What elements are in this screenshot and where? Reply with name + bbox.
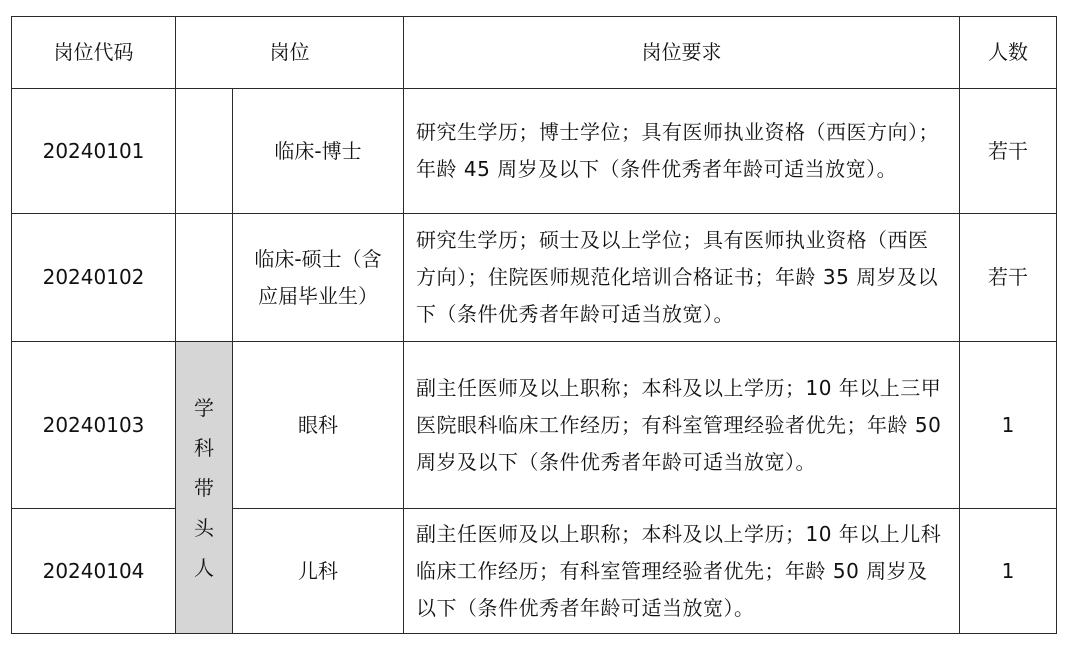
- header-count: 人数: [960, 17, 1057, 89]
- row-category-empty: [176, 214, 233, 342]
- row-count: 若干: [960, 89, 1057, 214]
- row-count: 1: [960, 342, 1057, 509]
- row-requirements: 研究生学历；硕士及以上学位；具有医师执业资格（西医方向）；住院医师规范化培训合格证书；年龄 35 周岁及以下（条件优秀者年龄可适当放宽）。: [404, 214, 960, 342]
- row-position: 眼科: [233, 342, 404, 509]
- row-count: 若干: [960, 214, 1057, 342]
- category-discipline-leader: [176, 342, 233, 634]
- row-code: 20240104: [12, 509, 176, 634]
- header-code: 岗位代码: [12, 17, 176, 89]
- row-position: 临床-博士: [233, 89, 404, 214]
- row-code: 20240102: [12, 214, 176, 342]
- header-requirements: 岗位要求: [404, 17, 960, 89]
- table-row: [12, 214, 1057, 342]
- header-position: 岗位: [176, 17, 404, 89]
- row-requirements: 副主任医师及以上职称；本科及以上学历；10 年以上儿科临床工作经历；有科室管理经验者优先；年龄 50 周岁及以下（条件优秀者年龄可适当放宽）。: [404, 509, 960, 634]
- category-char: 科: [194, 435, 214, 460]
- table-row: [12, 509, 1057, 634]
- recruitment-table: [11, 16, 1057, 634]
- category-char: 头: [194, 515, 214, 540]
- row-position: 临床-硕士（含应届毕业生）: [233, 214, 404, 342]
- row-requirements: 副主任医师及以上职称；本科及以上学历；10 年以上三甲医院眼科临床工作经历；有科室管理经验者优先；年龄 50 周岁及以下（条件优秀者年龄可适当放宽）。: [404, 342, 960, 509]
- row-count: 1: [960, 509, 1057, 634]
- category-char: 人: [194, 555, 214, 580]
- row-code: 20240101: [12, 89, 176, 214]
- row-requirements: 研究生学历；博士学位；具有医师执业资格（西医方向）；年龄 45 周岁及以下（条件优秀者年龄可适当放宽）。: [404, 89, 960, 214]
- header-row: [12, 17, 1057, 89]
- table-row: [12, 342, 1057, 509]
- row-position: 儿科: [233, 509, 404, 634]
- category-char: 学: [194, 395, 214, 420]
- row-code: 20240103: [12, 342, 176, 509]
- category-char: 带: [194, 475, 214, 500]
- row-category-empty: [176, 89, 233, 214]
- table-row: [12, 89, 1057, 214]
- recruitment-table-container: [11, 16, 1057, 634]
